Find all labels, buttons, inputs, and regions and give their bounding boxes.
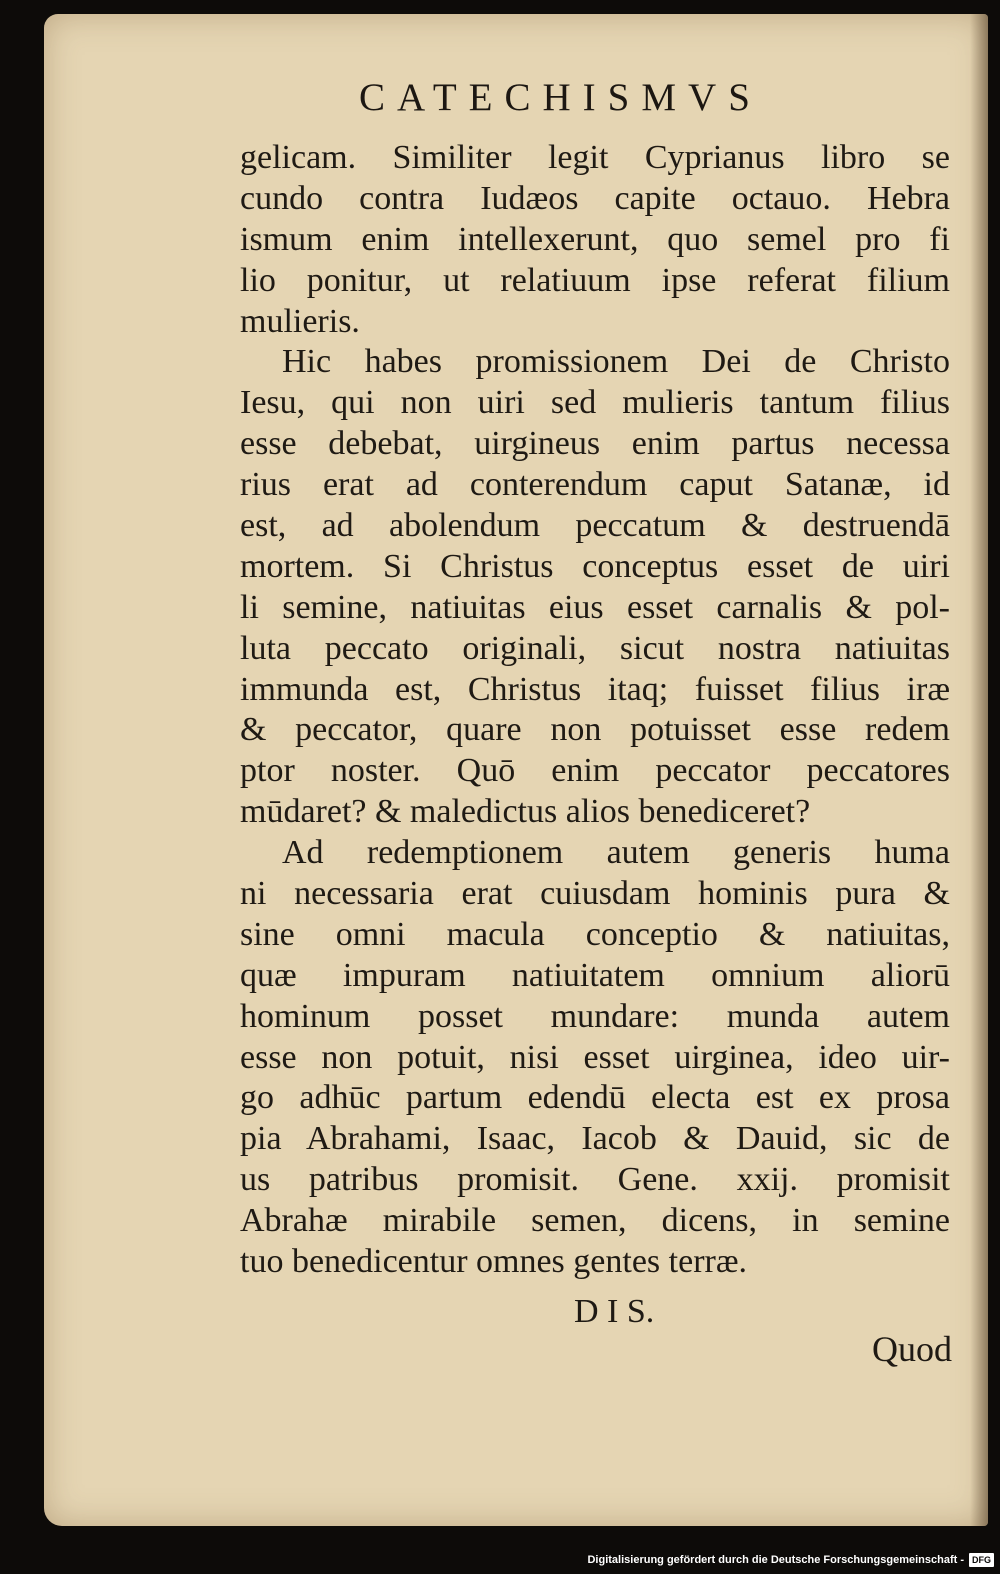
text-line: mūdaret? & maledictus alios benediceret? [240, 793, 811, 831]
text-line: gelicam. Similiter legit Cyprianus libro se [240, 139, 950, 176]
funding-credit: Digitalisierung gefördert durch die Deutsche Forschungsgemeinschaft - [587, 1554, 964, 1566]
text-line: ismum enim intellexerunt, quo semel pro fi [240, 220, 950, 258]
text-line: cundo contra Iudæos capite octauo. Hebra [240, 179, 950, 217]
text-line: mulieris. [240, 302, 360, 340]
running-head: CATECHISMVS [359, 76, 762, 119]
text-line: luta peccato originali, sicut nostra natiuitas [240, 629, 950, 667]
page-body-text [240, 138, 950, 1283]
text-line: ptor noster. Quō enim peccator peccatores [240, 752, 950, 790]
digitization-footer [587, 1551, 994, 1569]
text-line: immunda est, Christus itaq; fuisset filius iræ [240, 670, 950, 708]
text-line: go adhūc partum edendū electa est ex prosa [240, 1079, 950, 1117]
text-line: us patribus promisit. Gene. xxij. promisit [240, 1161, 950, 1199]
text-line: mortem. Si Christus conceptus esset de uiri [240, 547, 950, 585]
page-edge-shadow [970, 14, 988, 1526]
text-line: hominum posset mundare: munda autem [240, 997, 950, 1035]
text-line: lio ponitur, ut relatiuum ipse referat filium [240, 261, 950, 299]
text-line: pia Abrahami, Isaac, Iacob & Dauid, sic de [240, 1120, 950, 1158]
text-line: & peccator, quare non potuisset esse redem [240, 711, 950, 749]
text-line: Hic habes promissionem Dei de Christo [282, 343, 950, 381]
text-line: Ad redemptionem autem generis huma [282, 834, 950, 872]
text-line: sine omni macula conceptio & natiuitas, [240, 915, 950, 953]
text-line: est, ad abolendum peccatum & destruendā [240, 507, 950, 545]
text-line: esse non potuit, nisi esset uirginea, ideo uir- [240, 1038, 950, 1076]
text-line: li semine, natiuitas eius esset carnalis & pol- [240, 588, 950, 626]
signature-mark: D I S. [574, 1293, 655, 1330]
text-line: Abrahæ mirabile semen, dicens, in semine [240, 1202, 950, 1240]
text-line: rius erat ad conterendum caput Satanæ, id [240, 466, 950, 504]
dfg-logo: DFG [969, 1553, 994, 1567]
text-line: ni necessaria erat cuiusdam hominis pura & [240, 875, 950, 913]
text-line: Iesu, qui non uiri sed mulieris tantum filius [240, 384, 950, 422]
text-line: esse debebat, uirgineus enim partus necessa [240, 425, 950, 463]
catchword: Quod [872, 1329, 952, 1369]
text-line: tuo benedicentur omnes gentes terræ. [240, 1243, 748, 1281]
text-line: quæ impuram natiuitatem omnium aliorū [240, 956, 950, 994]
book-page [44, 14, 988, 1526]
